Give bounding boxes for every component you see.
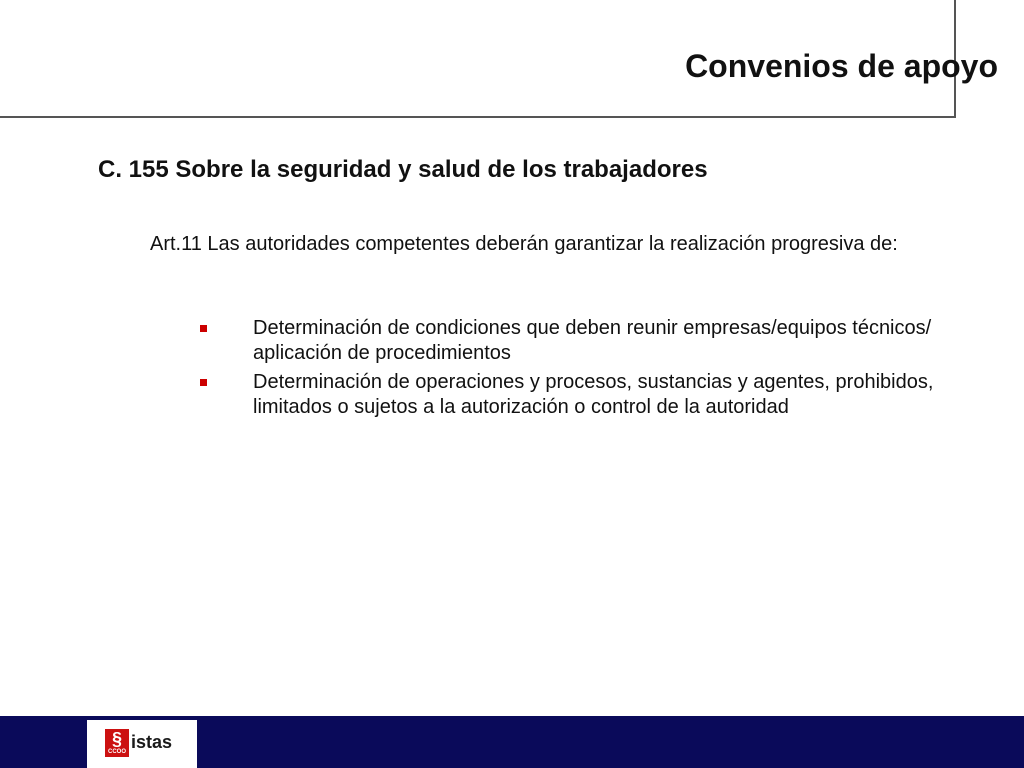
square-bullet-icon — [200, 379, 207, 386]
bullet-text: Determinación de condiciones que deben reunir empresas/equipos técnicos/ aplicación de procedimientos — [253, 317, 932, 364]
article-text: Art.11 Las autoridades competentes deberán garantizar la realización progresiva de: — [150, 233, 898, 255]
square-bullet-icon — [200, 325, 207, 332]
logo-text: istas — [131, 732, 173, 752]
slide-title: Convenios de apoyo — [685, 48, 998, 84]
bullet-item — [200, 316, 940, 366]
logo-sub-text: CCOO — [108, 749, 126, 755]
section-heading: C. 155 Sobre la seguridad y salud de los trabajadores — [98, 156, 708, 183]
istas-ccoo-logo-icon — [105, 729, 129, 757]
bullet-list — [200, 316, 940, 424]
bullet-item — [200, 370, 940, 420]
bullet-text: Determinación de operaciones y procesos, sustancias y agentes, prohibidos, limitados o sujetos a la autorización o control de la autoridad — [253, 371, 934, 418]
footer-bar — [0, 716, 1024, 768]
logo — [87, 720, 197, 768]
logo-glyph: § — [111, 729, 122, 749]
